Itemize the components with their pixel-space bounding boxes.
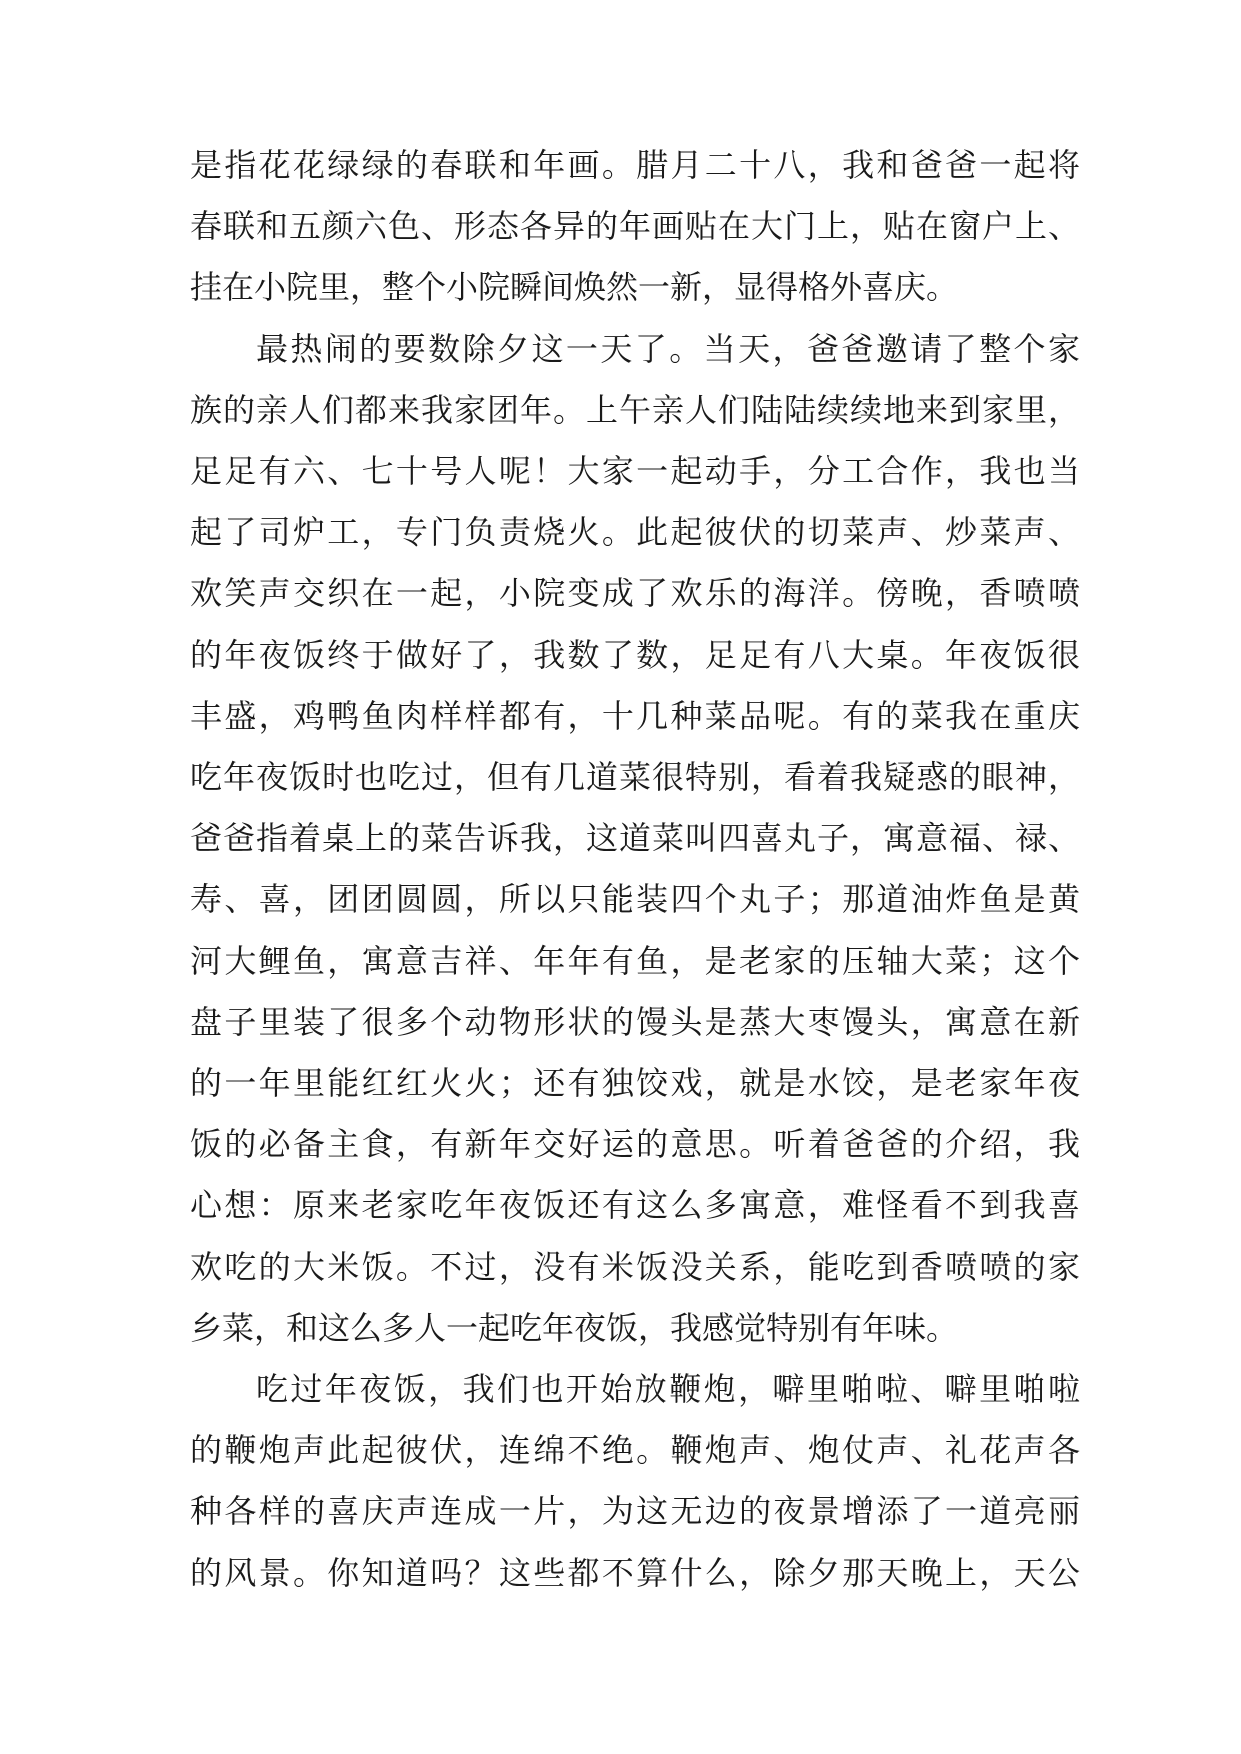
text-line: 的一年里能红红火火；还有独饺戏，就是水饺，是老家年夜 — [190, 1064, 1080, 1102]
text-line: 足足有六、七十号人呢！大家一起动手，分工合作，我也当 — [190, 452, 1080, 490]
text-line: 的年夜饭终于做好了，我数了数，足足有八大桌。年夜饭很 — [190, 635, 1080, 674]
text-line: 乡菜，和这么多人一起吃年夜饭，我感觉特别有年味。 — [190, 1308, 959, 1347]
text-line: 春联和五颜六色、形态各异的年画贴在大门上，贴在窗户上、 — [190, 207, 1080, 246]
text-line: 欢吃的大米饭。不过，没有米饭没关系，能吃到香喷喷的家 — [190, 1247, 1080, 1286]
text-line: 吃过年夜饭，我们也开始放鞭炮，噼里啪啦、噼里啪啦 — [256, 1370, 1080, 1408]
text-line: 族的亲人们都来我家团年。上午亲人们陆陆续续地来到家里， — [190, 390, 1080, 429]
text-line: 最热闹的要数除夕这一天了。当天，爸爸邀请了整个家 — [256, 329, 1080, 368]
text-line: 的鞭炮声此起彼伏，连绵不绝。鞭炮声、炮仗声、礼花声各 — [190, 1431, 1080, 1470]
text-line: 欢笑声交织在一起，小院变成了欢乐的海洋。傍晚，香喷喷 — [190, 574, 1080, 613]
text-line: 盘子里装了很多个动物形状的馒头是蒸大枣馒头，寓意在新 — [190, 1002, 1080, 1041]
text-line: 的风景。你知道吗？这些都不算什么，除夕那天晚上，天公 — [190, 1553, 1080, 1592]
text-line: 爸爸指着桌上的菜告诉我，这道菜叫四喜丸子，寓意福、禄、 — [190, 819, 1080, 858]
text-line: 起了司炉工，专门负责烧火。此起彼伏的切菜声、炒菜声、 — [190, 513, 1080, 552]
text-line: 吃年夜饭时也吃过，但有几道菜很特别，看着我疑惑的眼神， — [190, 758, 1080, 796]
text-line: 河大鲤鱼，寓意吉祥、年年有鱼，是老家的压轴大菜；这个 — [190, 941, 1080, 980]
text-line: 寿、喜，团团圆圆，所以只能装四个丸子；那道油炸鱼是黄 — [190, 880, 1080, 919]
text-line: 挂在小院里，整个小院瞬间焕然一新，显得格外喜庆。 — [190, 268, 959, 307]
text-line: 丰盛，鸡鸭鱼肉样样都有，十几种菜品呢。有的菜我在重庆 — [190, 696, 1080, 735]
text-line: 饭的必备主食，有新年交好运的意思。听着爸爸的介绍，我 — [190, 1125, 1080, 1164]
text-line: 心想：原来老家吃年夜饭还有这么多寓意，难怪看不到我喜 — [190, 1186, 1080, 1225]
text-line: 种各样的喜庆声连成一片，为这无边的夜景增添了一道亮丽 — [190, 1492, 1080, 1531]
text-line: 是指花花绿绿的春联和年画。腊月二十八，我和爸爸一起将 — [190, 146, 1080, 184]
